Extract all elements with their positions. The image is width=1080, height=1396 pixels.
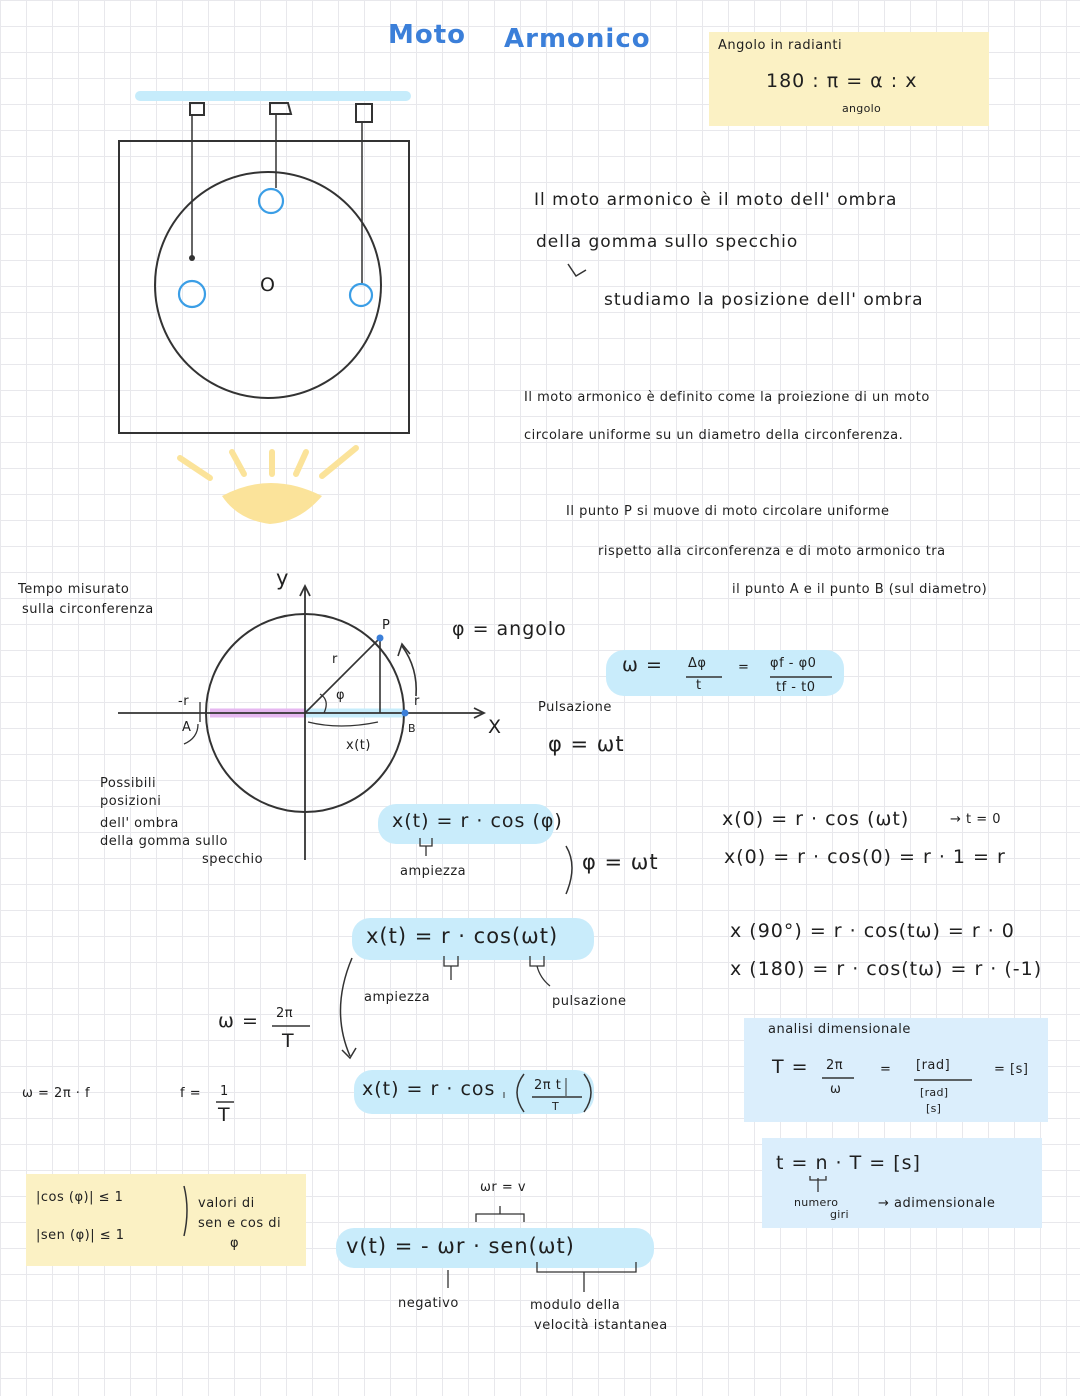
omega-lhs: ω = xyxy=(622,654,663,676)
xt1-side: φ = ωt xyxy=(582,850,659,874)
dim-eq: = xyxy=(880,1062,892,1077)
ball-right xyxy=(350,284,372,306)
ball-top xyxy=(259,189,283,213)
definition-line-2: circolare uniforme su un diametro della circonferenza. xyxy=(524,428,904,443)
dim-num2: [rad] xyxy=(916,1058,951,1073)
x0-line-1: x(0) = r · cos (ωt) xyxy=(722,808,910,830)
phi-label: φ xyxy=(336,688,346,703)
dim-den: ω xyxy=(830,1082,842,1097)
intro-line-1: Il moto armonico è il moto dell' ombra xyxy=(534,190,898,210)
omega-T-num: 2π xyxy=(276,1006,294,1021)
freq-den: T xyxy=(218,1104,231,1126)
positions-5: specchio xyxy=(202,852,264,867)
x90-line: x (90°) = r · cos(tω) = r · 0 xyxy=(730,920,1015,942)
velocity-negative: negativo xyxy=(398,1296,459,1311)
cos-note-3: φ xyxy=(230,1236,240,1251)
y-axis-label: y xyxy=(276,566,290,590)
title-moto: Moto xyxy=(388,20,467,50)
xt3-num: 2π t xyxy=(534,1078,562,1093)
minus-r-label: -r xyxy=(178,694,190,709)
cos-note-2: sen e cos di xyxy=(198,1216,282,1231)
xt2-pulsazione: pulsazione xyxy=(552,994,627,1009)
sun xyxy=(222,483,322,524)
velocity-istantanea: velocità istantanea xyxy=(534,1318,668,1333)
cos-bound: |cos (φ)| ≤ 1 xyxy=(36,1190,124,1205)
a-label: A xyxy=(182,720,192,735)
box-3 xyxy=(356,104,372,122)
omega-T-den: T xyxy=(282,1030,295,1052)
cos-note-1: valori di xyxy=(198,1196,255,1211)
dim-title: analisi dimensionale xyxy=(768,1022,911,1037)
b-label: B xyxy=(408,722,416,735)
box-1 xyxy=(190,103,204,115)
origin-label: O xyxy=(260,274,276,296)
positions-4: della gomma sullo xyxy=(100,834,228,849)
x0-line-2: x(0) = r · cos(0) = r · 1 = r xyxy=(724,846,1006,868)
ball-left xyxy=(179,281,205,307)
dim-den3: [s] xyxy=(926,1102,942,1115)
point-motion-3: il punto A e il punto B (sul diametro) xyxy=(732,582,988,597)
omega-T-lhs: ω = xyxy=(218,1010,259,1032)
omega-den: t xyxy=(696,678,702,693)
positions-3: dell' ombra xyxy=(100,816,179,831)
radians-title: Angolo in radianti xyxy=(718,38,843,53)
xt-label: x(t) xyxy=(346,738,371,753)
velocity-formula: v(t) = - ωr · sen(ωt) xyxy=(346,1234,575,1258)
omega-eq: = xyxy=(738,660,750,675)
p-label: P xyxy=(382,618,391,633)
pulsazione-label: Pulsazione xyxy=(538,700,612,715)
omega-num: Δφ xyxy=(688,656,707,671)
xt2-ampiezza: ampiezza xyxy=(364,990,431,1005)
radians-proportion: 180 : π = α : x xyxy=(766,70,918,92)
positions-1: Possibili xyxy=(100,776,157,791)
point-b xyxy=(402,710,409,717)
t-adimensionale: → adimensionale xyxy=(878,1196,996,1211)
omega-den2: tf - t0 xyxy=(776,680,816,695)
dim-rhs: = [s] xyxy=(994,1062,1029,1077)
plus-r-label: r xyxy=(414,694,420,709)
xt2-formula: x(t) = r · cos(ωt) xyxy=(366,924,559,948)
phi-angle: φ = angolo xyxy=(452,618,567,640)
omega-f: ω = 2π · f xyxy=(22,1086,91,1101)
xt1-ampiezza: ampiezza xyxy=(400,864,467,879)
box-2 xyxy=(270,103,291,114)
t-giri: giri xyxy=(830,1208,849,1221)
dim-lhs: T = xyxy=(772,1056,809,1078)
point-motion-2: rispetto alla circonferenza e di moto armonico tra xyxy=(598,544,946,559)
phi-eq-wt: φ = ωt xyxy=(548,732,625,756)
point-p xyxy=(377,635,384,642)
tempo-line-2: sulla circonferenza xyxy=(22,602,154,617)
r-radius-label: r xyxy=(332,652,338,667)
x180-line: x (180) = r · cos(tω) = r · (-1) xyxy=(730,958,1043,980)
intro-line-2: della gomma sullo specchio xyxy=(536,232,799,252)
radians-angle: angolo xyxy=(842,102,882,115)
definition-line-1: Il moto armonico è definito come la proiezione di un moto xyxy=(524,390,930,405)
xt3-den: T xyxy=(552,1100,560,1113)
tempo-line-1: Tempo misurato xyxy=(18,582,130,597)
dim-num: 2π xyxy=(826,1058,844,1073)
omega-num2: φf - φ0 xyxy=(770,656,817,671)
freq-num: 1 xyxy=(220,1084,229,1099)
t-formula: t = n · T = [s] xyxy=(776,1152,921,1174)
xt3-formula: x(t) = r · cos xyxy=(362,1078,496,1100)
dim-den2: [rad] xyxy=(920,1086,949,1099)
freq-lhs: f = xyxy=(180,1086,202,1101)
wr-eq-v: ωr = v xyxy=(480,1180,527,1195)
x0-t0: → t = 0 xyxy=(950,812,1002,827)
intro-line-3: studiamo la posizione dell' ombra xyxy=(604,290,924,310)
sen-bound: |sen (φ)| ≤ 1 xyxy=(36,1228,125,1243)
title-armonico: Armonico xyxy=(504,24,651,54)
x-axis-label: X xyxy=(488,716,503,738)
xt1-formula: x(t) = r · cos (φ) xyxy=(392,810,563,832)
positions-2: posizioni xyxy=(100,794,162,809)
velocity-modulo: modulo della xyxy=(530,1298,621,1313)
point-motion-1: Il punto P si muove di moto circolare uniforme xyxy=(566,504,890,519)
t-numero: numero xyxy=(794,1196,839,1209)
